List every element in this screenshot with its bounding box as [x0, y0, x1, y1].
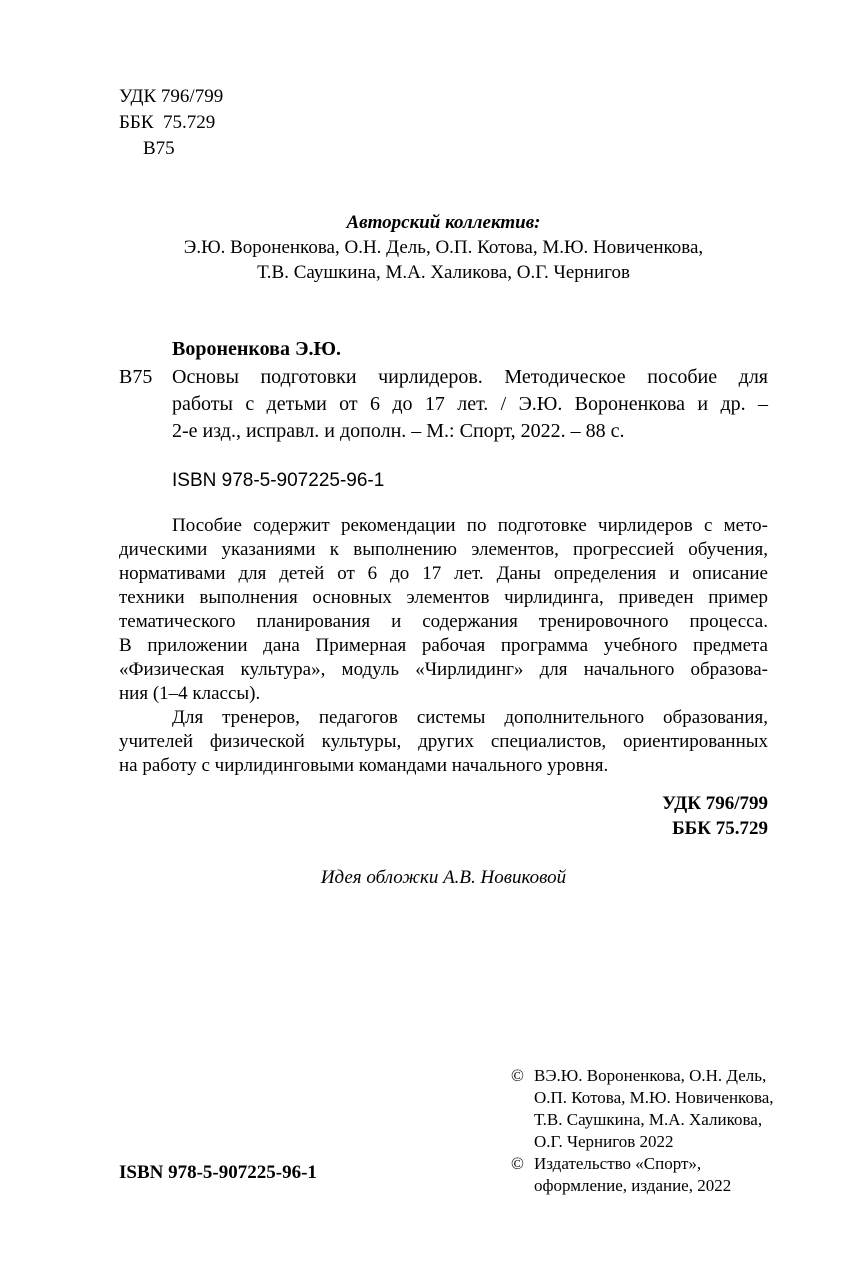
biblio-line-3: 2-е изд., исправл. и дополн. – М.: Спорт, 2022. – 88 с. — [172, 420, 625, 442]
cover-credit: Идея обложки А.В. Новиковой — [320, 867, 567, 888]
biblio-code: В75 — [119, 366, 153, 388]
biblio-line-2: работы с детьми от 6 до 17 лет. / Э.Ю. Вороненкова и др. – — [172, 393, 768, 415]
bbk-top: ББК 75.729 — [119, 112, 216, 133]
annotation-p2-line-2: учителей физической культуры, других специалистов, ориентированных — [119, 731, 768, 752]
annotation-p1-line-8: ния (1–4 классы). — [119, 683, 261, 704]
copyright-publisher-line-1: Издательство «Спорт», — [534, 1154, 702, 1173]
authors-line-2: Т.В. Саушкина, М.А. Халикова, О.Г. Чернигов — [257, 262, 630, 283]
biblio-line-1: Основы подготовки чирлидеров. Методическое пособие для — [172, 366, 768, 388]
biblio-isbn: ISBN 978-5-907225-96-1 — [172, 470, 385, 491]
author-mark-top: В75 — [143, 138, 175, 159]
copyright-authors-line-1: ВЭ.Ю. Вороненкова, О.Н. Дель, — [534, 1066, 767, 1085]
annotation-p2-line-1: Для тренеров, педагогов системы дополнительного образования, — [172, 707, 768, 728]
annotation-p1-line-3: нормативами для детей от 6 до 17 лет. Даны определения и описание — [119, 563, 768, 584]
isbn-bottom: ISBN 978-5-907225-96-1 — [119, 1162, 317, 1183]
udk-top: УДК 796/799 — [119, 86, 224, 107]
authors-line-1: Э.Ю. Вороненкова, О.Н. Дель, О.П. Котова, М.Ю. Новиченкова, — [183, 237, 704, 258]
annotation-p1-line-2: дическими указаниями к выполнению элементов, прогрессией обучения, — [119, 539, 768, 560]
udk-bold: УДК 796/799 — [662, 793, 768, 814]
annotation-p1-line-5: тематического планирования и содержания тренировочного процесса. — [119, 611, 768, 632]
biblio-author: Вороненкова Э.Ю. — [172, 338, 342, 360]
copyright-publisher-line-2: оформление, издание, 2022 — [534, 1176, 732, 1195]
copyright-authors-line-3: Т.В. Саушкина, М.А. Халикова, — [534, 1110, 763, 1129]
annotation-p1-line-1: Пособие содержит рекомендации по подготовке чирлидеров с мето- — [172, 515, 768, 536]
copyright-symbol-1: © — [511, 1066, 524, 1085]
copyright-authors-line-4: О.Г. Чернигов 2022 — [534, 1132, 674, 1151]
copyright-authors-line-2: О.П. Котова, М.Ю. Новиченкова, — [534, 1088, 774, 1107]
bbk-bold: ББК 75.729 — [672, 818, 768, 839]
annotation-p1-line-7: «Физическая культура», модуль «Чирлидинг» для начального образова- — [119, 659, 768, 680]
annotation-p2-line-3: на работу с чирлидинговыми командами начального уровня. — [119, 755, 609, 776]
annotation-p1-line-4: техники выполнения основных элементов чирлидинга, приведен пример — [119, 587, 768, 608]
annotation-p1-line-6: В приложении дана Примерная рабочая программа учебного предмета — [119, 635, 768, 656]
authors-heading: Авторский коллектив: — [346, 212, 541, 233]
copyright-symbol-2: © — [511, 1154, 524, 1173]
